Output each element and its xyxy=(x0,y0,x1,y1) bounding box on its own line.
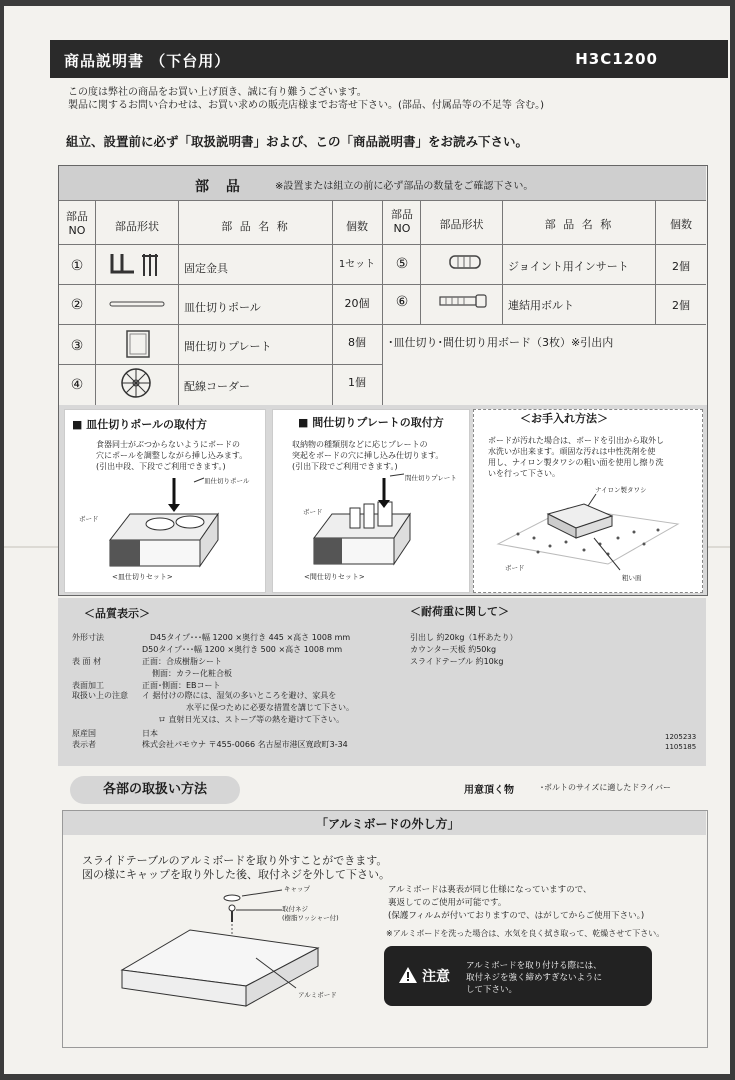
cable-grommet-icon xyxy=(120,367,154,401)
part-name-1: 固定金具 xyxy=(184,262,228,275)
load-title: ＜耐荷重に関して＞ xyxy=(410,605,509,618)
alumi-note-4: ※アルミボードを洗った場合は、水気を良く拭き取って、乾燥させて下さい。 xyxy=(386,929,665,938)
pole-howto-text-2: 穴にポールを調整しながら挿し込みます。 xyxy=(96,451,248,460)
part-name-6: 連結用ボルト xyxy=(508,299,574,312)
pole-label: 皿仕切りポール xyxy=(204,477,250,485)
cleaning-illustration xyxy=(488,494,688,574)
care-title: ＜お手入れ方法＞ xyxy=(520,412,608,425)
quality-key: 外形寸法 xyxy=(72,633,104,642)
plate-caption: <間仕切りセット> xyxy=(304,573,365,581)
part-qty-1: 1セット xyxy=(338,259,376,270)
quality-value: 日本 xyxy=(142,729,158,738)
brush-label: ナイロン製タワシ xyxy=(595,486,647,494)
header-name-right: 部 品 名 称 xyxy=(544,218,614,231)
plate-howto-text-3: (引出下段でご利用できます。) xyxy=(292,462,398,471)
header-qty-right: 個数 xyxy=(670,218,692,231)
part-qty-3: 8個 xyxy=(348,336,366,349)
caution-text-3: して下さい。 xyxy=(466,985,518,995)
plate-board-label: ボード xyxy=(303,508,323,516)
pole-howto-text-1: 食器同士がぶつからないようにボードの xyxy=(96,440,240,449)
product-code: H3C1200 xyxy=(575,50,658,68)
quality-title: ＜品質表示＞ xyxy=(84,607,150,620)
part-no-3: ③ xyxy=(70,338,84,354)
part-no-2: ② xyxy=(70,297,84,313)
plate-howto-title: ■ 間仕切りプレートの取付方 xyxy=(298,416,444,429)
care-text-3: 用し、ナイロン製タワシの粗い面を使用し擦り洗 xyxy=(488,458,664,467)
alumi-title: 「アルミボードの外し方」 xyxy=(316,817,460,831)
alumi-lead-2: 図の様にキャップを取り外した後、取付ネジを外して下さい。 xyxy=(82,868,390,881)
plate-label: 間仕切りプレート xyxy=(405,474,457,482)
caution-text-2: 取付ネジを強く締めすぎないように xyxy=(466,973,603,983)
part-name-4: 配線コーダー xyxy=(184,380,250,393)
quality-key: 原産国 xyxy=(72,729,96,738)
part-qty-6: 2個 xyxy=(672,299,690,312)
tools-label: 用意頂く物 xyxy=(464,785,514,796)
part-qty-2: 20個 xyxy=(344,297,370,310)
partition-illustration xyxy=(310,472,422,570)
alumi-note-2: 裏返してのご使用が可能です。 xyxy=(388,898,507,908)
part-qty-5: 2個 xyxy=(672,260,690,273)
rough-side-label: 粗い面 xyxy=(622,574,642,582)
quality-value: イ 据付けの際には、湿気の多いところを避け、家具を xyxy=(142,691,337,700)
screw-washer-label: (樹脂ワッシャー付) xyxy=(282,914,339,922)
quality-value: D45タイプ･･･幅 1200 ×奥行き 445 ×高さ 1008 mm xyxy=(150,633,351,642)
tools-value: ･ボルトのサイズに適したドライバー xyxy=(540,783,671,792)
care-text-1: ボードが汚れた場合は、ボードを引出から取外し xyxy=(488,436,664,445)
load-counter: カウンター天板 約50kg xyxy=(410,645,497,654)
header-no-right: 部品 NO xyxy=(391,208,413,235)
parts-table xyxy=(58,165,708,407)
alumi-board-illustration xyxy=(118,888,358,1012)
code-1: 1205233 xyxy=(665,733,697,741)
cap-label: キャップ xyxy=(284,885,310,893)
screw-label: 取付ネジ xyxy=(282,905,308,913)
quality-value: D50タイプ･･･幅 1200 ×奥行き 500 ×高さ 1008 mm xyxy=(142,645,343,654)
quality-value: 水平に保つために必要な措置を講じて下さい。 xyxy=(186,703,354,712)
part-name-5: ジョイント用インサート xyxy=(508,260,629,273)
header-qty-left: 個数 xyxy=(346,220,368,233)
part-qty-4: 1個 xyxy=(348,376,366,389)
quality-value: 側面：カラー化粧合板 xyxy=(152,669,232,678)
quality-value: ロ 直射日光又は、ストーブ等の熱を避けて下さい。 xyxy=(158,715,345,724)
load-drawer: 引出し 約20kg（1杯あたり） xyxy=(410,633,518,642)
caution-box xyxy=(384,946,652,1006)
plate-howto-text-1: 収納物の種類別などに応じプレートの xyxy=(292,440,428,449)
header-shape-left: 部品形状 xyxy=(115,220,159,233)
pole-howto-text-3: (引出中段、下段でご利用できます。) xyxy=(96,462,226,471)
page-title: 商品説明書 （下台用） xyxy=(64,52,231,70)
quality-key: 表示者 xyxy=(72,740,96,749)
intro-line-1: この度は弊社の商品をお買い上げ頂き、誠に有り難うございます。 xyxy=(68,87,367,98)
parts-title: 部 品 xyxy=(195,179,246,195)
pole-caption: <皿仕切りセット> xyxy=(112,573,173,581)
quality-key: 表面加工 xyxy=(72,681,104,690)
care-text-4: いを行って下さい。 xyxy=(488,469,560,478)
part-name-3: 間仕切りプレート xyxy=(184,340,272,353)
header-no-left: 部品 NO xyxy=(66,210,88,237)
board-note: ･皿仕切り･間仕切り用ボード（3枚）※引出内 xyxy=(388,336,614,349)
pole-icon xyxy=(108,300,168,308)
header-shape-right: 部品形状 xyxy=(439,218,484,231)
care-board-label: ボード xyxy=(505,564,525,572)
warning-icon xyxy=(398,966,418,984)
plate-howto-text-2: 突起をボードの穴に挿し込み仕切ります。 xyxy=(292,451,444,460)
part-no-4: ④ xyxy=(70,377,84,393)
header-name-left: 部 品 名 称 xyxy=(221,220,290,233)
part-name-2: 皿仕切りポール xyxy=(184,301,261,314)
quality-key: 表 面 材 xyxy=(72,657,102,666)
dish-divider-illustration xyxy=(104,474,224,572)
intro-line-2: 製品に関するお問い合わせは、お買い求めの販売店様までお寄せ下さい。(部品、付属品等の不足等 含む。) xyxy=(68,100,544,111)
quality-value: 正面･側面：EBコート xyxy=(142,681,221,690)
handling-title: 各部の取扱い方法 xyxy=(70,776,240,804)
alumi-note-3: (保護フィルムが付いておりますので、はがしてからご使用下さい。) xyxy=(388,911,645,921)
alumi-note-1: アルミボードは裏表が同じ仕様になっていますので、 xyxy=(388,885,592,895)
part-no-6: ⑥ xyxy=(395,294,409,310)
alumi-lead-1: スライドテーブルのアルミボードを取り外すことができます。 xyxy=(82,854,388,867)
plate-icon xyxy=(124,328,154,360)
quality-value: 正面：合成樹脂シート xyxy=(142,657,222,666)
pole-howto-title: ■ 皿仕切りポールの取付方 xyxy=(72,418,208,431)
pole-board-label: ボード xyxy=(79,515,99,523)
bracket-icon xyxy=(108,250,168,280)
care-text-2: 水洗いが出来ます。頑固な汚れは中性洗剤を使 xyxy=(488,447,656,456)
quality-key: 取扱い上の注意 xyxy=(72,691,128,700)
quality-value: 株式会社パモウナ 〒455-0066 名古屋市港区寛政町3-34 xyxy=(142,740,348,749)
header-bar xyxy=(50,40,728,78)
load-slide-table: スライドテーブル 約10kg xyxy=(410,657,504,666)
caution-text-1: アルミボードを取り付ける際には、 xyxy=(466,961,602,971)
insert-icon xyxy=(446,253,486,271)
parts-note: ※設置または組立の前に必ず部品の数量をご確認下さい。 xyxy=(275,181,534,192)
part-no-1: ① xyxy=(70,258,84,274)
code-2: 1105185 xyxy=(665,743,697,751)
part-no-5: ⑤ xyxy=(395,256,409,272)
caution-label: 注意 xyxy=(422,969,450,985)
alumi-board-label: アルミボード xyxy=(298,991,337,999)
read-notice: 組立、設置前に必ず「取扱説明書」および、この「商品説明書」をお読み下さい。 xyxy=(66,134,529,149)
bolt-icon xyxy=(438,294,490,308)
